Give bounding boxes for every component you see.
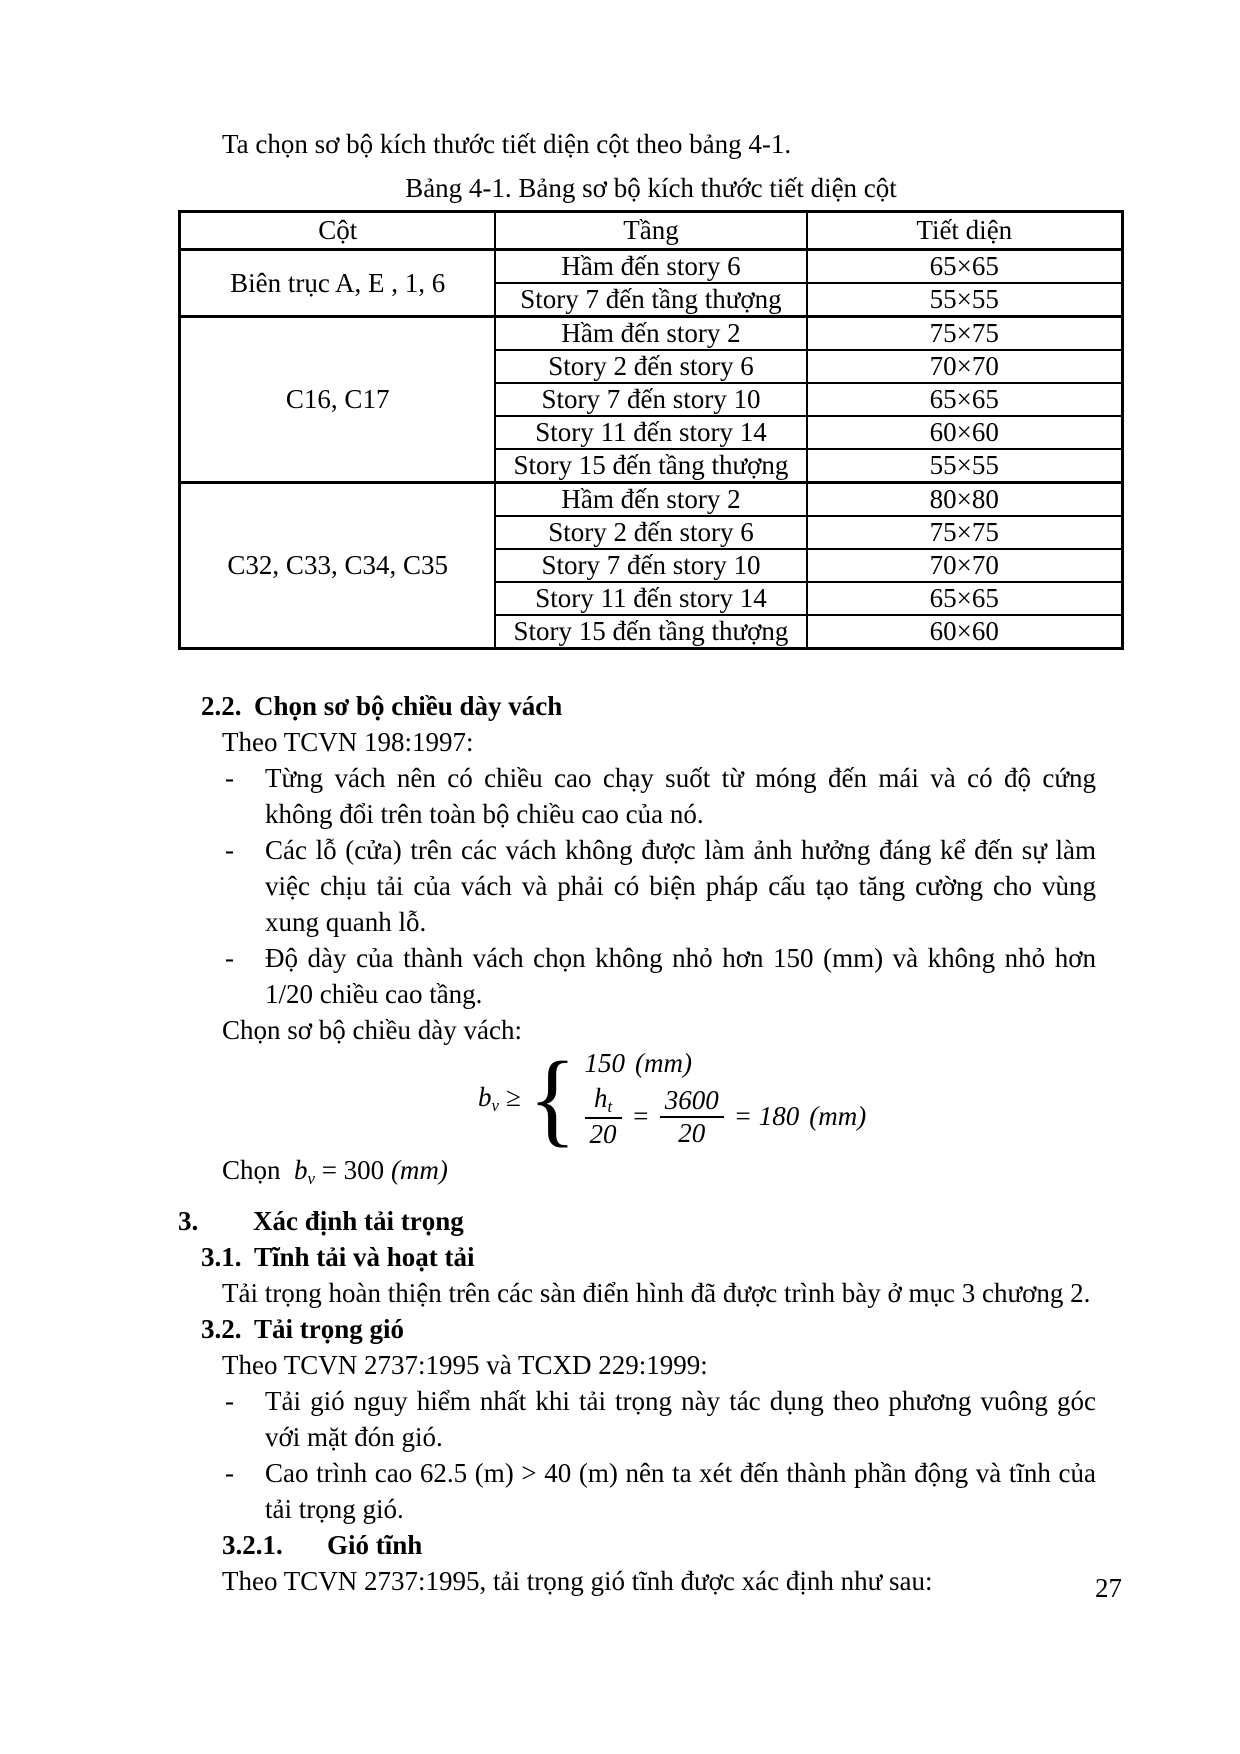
section-heading-3-1 bbox=[201, 1239, 1124, 1275]
table-row bbox=[180, 317, 1123, 351]
table-header-row bbox=[180, 212, 1123, 250]
cell-tang: Story 7 đến story 10 bbox=[495, 383, 806, 416]
bullet-item bbox=[178, 760, 1124, 832]
s321-paragraph: Theo TCVN 2737:1995, tải trọng gió tĩnh được xác định như sau: bbox=[222, 1566, 933, 1597]
case1-value: 150 bbox=[584, 1048, 626, 1078]
cell-cot-group2: C16, C17 bbox=[180, 317, 496, 483]
cell-tang: Story 7 đến story 10 bbox=[495, 549, 806, 582]
section-title: Tải trọng gió bbox=[254, 1314, 405, 1345]
header-tiet-dien: Tiết diện bbox=[807, 212, 1123, 250]
cell-tiet-dien: 70×70 bbox=[807, 350, 1123, 383]
section-number: 3. bbox=[178, 1206, 199, 1237]
bullet-item bbox=[178, 940, 1124, 1012]
header-tang: Tầng bbox=[495, 212, 806, 250]
cell-tiet-dien: 60×60 bbox=[807, 416, 1123, 449]
section-number: 2.2. bbox=[201, 691, 242, 721]
cell-tang: Story 11 đến story 14 bbox=[495, 582, 806, 615]
fraction-ht-20 bbox=[585, 1083, 622, 1150]
section-heading-2-2 bbox=[201, 688, 1124, 724]
cell-tang: Story 15 đến tầng thượng bbox=[495, 615, 806, 649]
bullet-item bbox=[178, 1455, 1124, 1527]
cell-tang: Story 7 đến tầng thượng bbox=[495, 283, 806, 317]
header-cot: Cột bbox=[180, 212, 496, 250]
formula-var: b bbox=[478, 1081, 492, 1112]
fraction-numerator: 3600 bbox=[660, 1085, 724, 1118]
bullet-text: Tải gió nguy hiểm nhất khi tải trọng này tác dụng theo phương vuông góc với mặt đón gió. bbox=[265, 1386, 1096, 1453]
formula-case-1 bbox=[585, 1048, 867, 1079]
cell-tiet-dien: 80×80 bbox=[807, 483, 1123, 517]
formula-lhs bbox=[478, 1082, 521, 1116]
cell-tang: Hầm đến story 6 bbox=[495, 250, 806, 284]
section-heading-3-2 bbox=[201, 1311, 1124, 1347]
table-caption: Bảng 4-1. Bảng sơ bộ kích thước tiết diện cột bbox=[405, 173, 897, 203]
formula-cases bbox=[585, 1048, 867, 1150]
chon-so-bo-line: Chọn sơ bộ chiều dày vách: bbox=[222, 1015, 522, 1045]
sub-v: v bbox=[307, 1169, 315, 1189]
cell-cot-group1: Biên trục A, E , 1, 6 bbox=[180, 250, 496, 317]
bullet-dash: - bbox=[225, 1458, 234, 1489]
geq-sign: ≥ bbox=[505, 1081, 521, 1112]
chosen-thickness-line bbox=[178, 1152, 1124, 1197]
bullet-item bbox=[178, 1383, 1124, 1455]
fraction-denominator: 20 bbox=[678, 1117, 706, 1148]
section-title: Tĩnh tải và hoạt tải bbox=[254, 1242, 475, 1273]
s31-paragraph: Tải trọng hoàn thiện trên các sàn điển hình đã được trình bày ở mục 3 chương 2. bbox=[222, 1278, 1091, 1309]
bullet-dash: - bbox=[225, 763, 234, 793]
bullet-text: Độ dày của thành vách chọn không nhỏ hơn 150 (mm) và không nhỏ hơn 1/20 chiều cao tầng. bbox=[265, 943, 1096, 1009]
section-title: Xác định tải trọng bbox=[253, 1206, 464, 1237]
bullet-item bbox=[178, 832, 1124, 940]
left-brace: { bbox=[528, 1040, 577, 1157]
cell-tang: Story 2 đến story 6 bbox=[495, 516, 806, 549]
section-heading-3-2-1 bbox=[222, 1527, 1124, 1563]
var-b: b bbox=[294, 1155, 308, 1185]
section-number: 3.2.1. bbox=[222, 1530, 283, 1561]
chosen-unit: (mm) bbox=[390, 1155, 448, 1185]
s32-intro-line: Theo TCVN 2737:1995 và TCXD 229:1999: bbox=[222, 1350, 708, 1381]
bullet-text: Các lỗ (cửa) trên các vách không được làm ảnh hưởng đáng kể đến sự làm việc chịu tải của vách và phải có biện pháp cấu tạo tăng cường cho vùng xung quanh lỗ. bbox=[265, 835, 1096, 937]
fraction-3600-20 bbox=[660, 1085, 724, 1149]
cell-tiet-dien: 55×55 bbox=[807, 449, 1123, 483]
column-size-table bbox=[178, 210, 1124, 650]
cell-tiet-dien: 55×55 bbox=[807, 283, 1123, 317]
formula-result: = 180 bbox=[733, 1101, 800, 1131]
cell-tiet-dien: 65×65 bbox=[807, 383, 1123, 416]
fraction-numerator bbox=[585, 1083, 622, 1119]
cell-tiet-dien: 75×75 bbox=[807, 516, 1123, 549]
result-unit: (mm) bbox=[809, 1101, 867, 1131]
s22-intro-line: Theo TCVN 198:1997: bbox=[222, 727, 474, 757]
cell-tiet-dien: 75×75 bbox=[807, 317, 1123, 351]
cell-tiet-dien: 60×60 bbox=[807, 615, 1123, 649]
bullet-dash: - bbox=[225, 835, 234, 865]
intro-paragraph: Ta chọn sơ bộ kích thước tiết diện cột theo bảng 4-1. bbox=[222, 129, 792, 159]
cell-tang: Story 15 đến tầng thượng bbox=[495, 449, 806, 483]
formula-case-2 bbox=[585, 1083, 867, 1150]
table-row bbox=[180, 250, 1123, 284]
chosen-value: = 300 bbox=[321, 1155, 385, 1185]
section-number: 3.2. bbox=[201, 1314, 242, 1345]
section-heading-3 bbox=[178, 1203, 1124, 1239]
var-h: h bbox=[593, 1083, 608, 1113]
case1-unit: (mm) bbox=[635, 1048, 692, 1078]
equals-sign: = bbox=[631, 1101, 650, 1131]
cell-cot-group3: C32, C33, C34, C35 bbox=[180, 483, 496, 649]
cell-tang: Hầm đến story 2 bbox=[495, 317, 806, 351]
table-row bbox=[180, 483, 1123, 517]
cell-tiet-dien: 65×65 bbox=[807, 582, 1123, 615]
bullet-dash: - bbox=[225, 943, 234, 973]
cell-tiet-dien: 70×70 bbox=[807, 549, 1123, 582]
wall-thickness-formula bbox=[478, 1040, 1124, 1157]
cell-tang: Hầm đến story 2 bbox=[495, 483, 806, 517]
chon-label: Chọn bbox=[222, 1155, 281, 1185]
page-number: 27 bbox=[1095, 1573, 1122, 1603]
section-number: 3.1. bbox=[201, 1242, 242, 1273]
cell-tang: Story 2 đến story 6 bbox=[495, 350, 806, 383]
cell-tang: Story 11 đến story 14 bbox=[495, 416, 806, 449]
formula-subscript: v bbox=[491, 1096, 499, 1115]
bullet-text: Từng vách nên có chiều cao chạy suốt từ móng đến mái và có độ cứng không đổi trên toàn bộ chiều cao của nó. bbox=[265, 763, 1096, 829]
section-title: Chọn sơ bộ chiều dày vách bbox=[254, 691, 563, 721]
sub-t: t bbox=[607, 1097, 613, 1117]
section-title: Gió tĩnh bbox=[327, 1530, 423, 1561]
fraction-denominator: 20 bbox=[589, 1119, 617, 1150]
cell-tiet-dien: 65×65 bbox=[807, 250, 1123, 284]
bullet-text: Cao trình cao 62.5 (m) > 40 (m) nên ta xét đến thành phần động và tĩnh của tải trọng gió. bbox=[265, 1458, 1096, 1525]
bullet-dash: - bbox=[225, 1386, 234, 1417]
